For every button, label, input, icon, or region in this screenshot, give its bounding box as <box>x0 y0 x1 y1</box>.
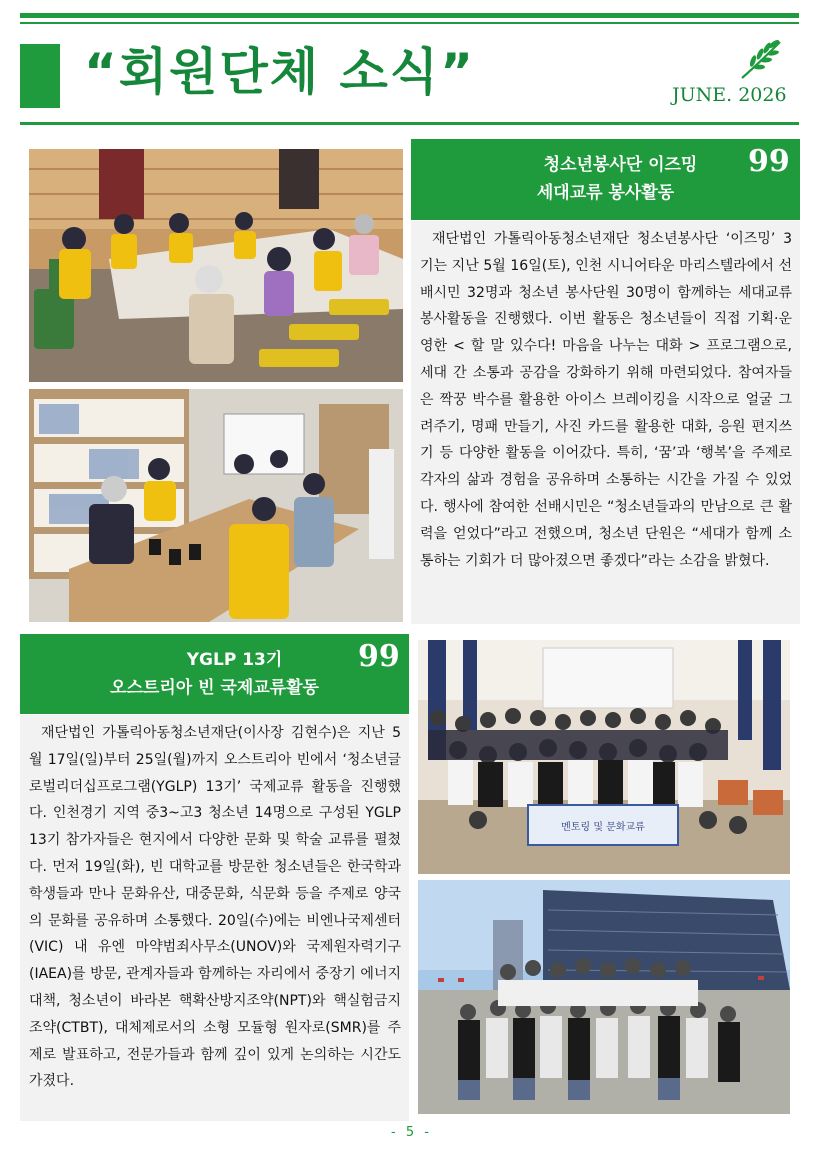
article2-body-panel <box>20 715 409 1121</box>
article1-heading-line2: 세대교류 봉사활동 <box>536 183 675 203</box>
page-title: “회원단체 소식” <box>84 43 475 101</box>
article2-heading-line2: 오스트리아 빈 국제교류활동 <box>110 678 319 698</box>
photo-group-university <box>418 640 790 874</box>
leaf-icon <box>738 38 784 80</box>
top-rule-thick <box>20 13 799 18</box>
issue-month: JUNE. 2026 <box>672 84 787 106</box>
article2-heading-line1: YGLP 13기 <box>186 650 283 670</box>
article1-heading-line1: 청소년봉사단 이즈밍 <box>543 155 698 175</box>
title-accent-block <box>20 44 60 108</box>
article1-heading-banner <box>411 139 800 220</box>
photo-group-vienna-center <box>418 880 790 1114</box>
page-number: - 5 - <box>391 1125 432 1140</box>
header-bottom-rule <box>20 122 799 125</box>
photo-intergenerational-activity <box>29 149 403 382</box>
quote-mark-icon: 99 <box>358 639 400 674</box>
article1-body: 재단법인 가톨릭아동청소년재단 청소년봉사단 ‘이즈밍’ 3기는 지난 5월 16일(토), 인천 시니어타운 마리스텔라에서 선배시민 32명과 청소년 봉사단원 30명이 함께하는 세대교류 봉사활동을 진행했다. 이번 활동은 청소년들이 직접 기획·운영한 < 할 말 있수다! 마음을 나누는 대화 > 프로그램으로, 세대 간 소통과 공감을 강화하기 위해 마련되었다. 참여자들은 짝꿍 박수를 활용한 아이스 브레이킹을 시작으로 얼굴 그려주기, 명패 만들기, 사진 카드를 활용한 대화, 응원 편지쓰기 등 다양한 활동을 이어갔다. 특히, ‘꿈’과 ‘행복’을 주제로 각자의 삶과 경험을 공유하며 소통하는 시간을 가질 수 있었다. 행사에 참여한 선배시민은 “청소년들과의 만남으로 큰 활력을 얻었다”라고 전했으며, 청소년 단원은 “세대가 함께 소통하는 기회가 더 많아졌으면 좋겠다”라는 소감을 밝혔다. <box>420 231 792 569</box>
top-rule-thin <box>20 22 799 24</box>
article2-body: 재단법인 가톨릭아동청소년재단(이사장 김현수)은 지난 5월 17일(일)부터 25일(월)까지 오스트리아 빈에서 ‘청소년글로벌리더십프로그램(YGLP) 13기’ 국제교류 활동을 진행했다. 인천경기 지역 중3~고3 청소년 14명으로 구성된 YGLP 13기 참가자들은 현지에서 다양한 문화 및 학술 교류를 펼쳤다. 먼저 19일(화), 빈 대학교를 방문한 청소년들은 한국학과 학생들과 만나 문화유산, 대중문화, 식문화 등을 주제로 양국의 문화를 공유하며 소통했다. 20일(수)에는 비엔나국제센터(VIC) 내 유엔 마약범죄사무소(UNOV)와 국제원자력기구(IAEA)를 방문, 관계자들과 함께하는 자리에서 중장기 에너지 대책, 청소년이 바라본 핵확산방지조약(NPT)와 핵실험금지 조약(CTBT), 대체제로서의 소형 모듈형 원자로(SMR)를 주제로 발표하고, 전문가들과 함께 깊이 있게 논의하는 시간도 가졌다. <box>29 725 401 1090</box>
photo3-banner-text: 멘토링 및 문화교류 <box>561 822 645 833</box>
article2-heading-banner <box>20 634 409 714</box>
photo-library-card-activity <box>29 389 403 622</box>
quote-mark-icon: 99 <box>748 144 790 179</box>
article1-body-panel <box>411 221 800 624</box>
